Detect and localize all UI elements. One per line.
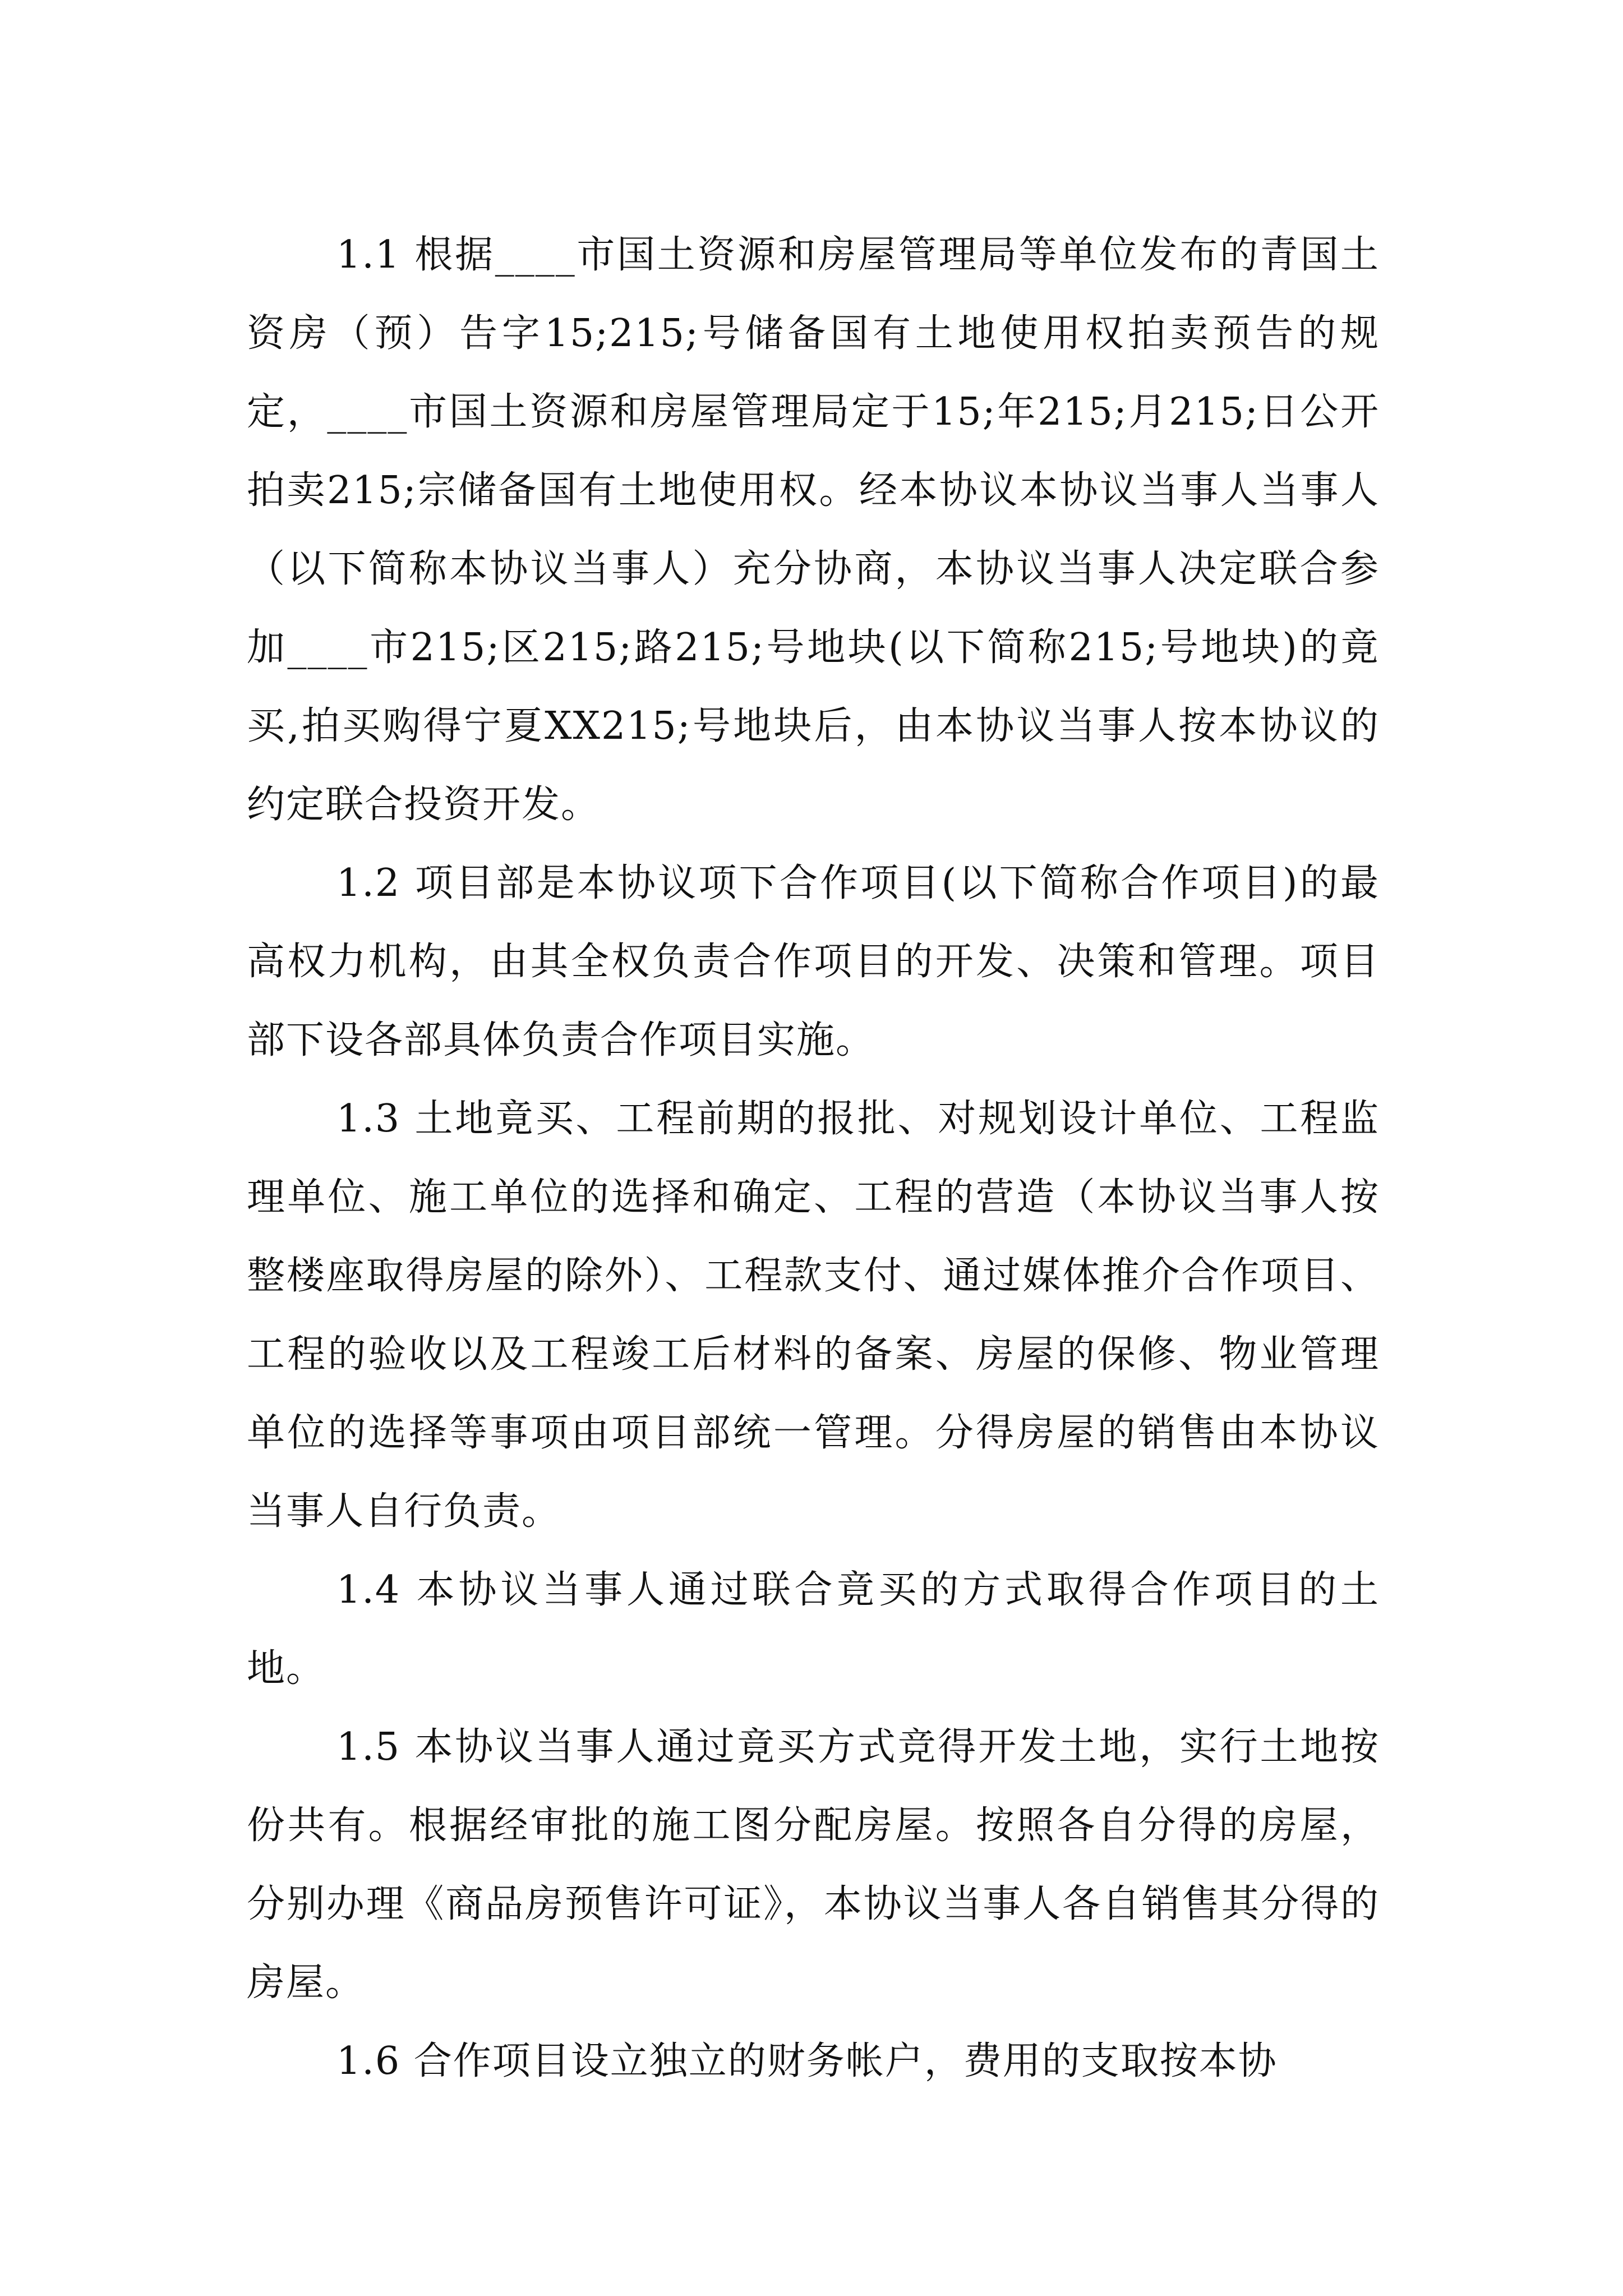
document-page bbox=[247, 216, 1380, 2101]
paragraph-1-3: 1.3 土地竟买、工程前期的报批、对规划设计单位、工程监理单位、施工单位的选择和确定、工程的营造（本协议当事人按整楼座取得房屋的除外）、工程款支付、通过媒体推介合作项目、工程的验收以及工程竣工后材料的备案、房屋的保修、物业管理单位的选择等事项由项目部统一管理。分得房屋的销售由本协议当事人自行负责。 bbox=[247, 1097, 1380, 1534]
paragraph-1-1: 1.1 根据____市国土资源和房屋管理局等单位发布的青国土资房（预）告字15;215;号储备国有土地使用权拍卖预告的规定，____市国土资源和房屋管理局定于15;年215;月215;日公开拍卖215;宗储备国有土地使用权。经本协议本协议当事人当事人（以下简称本协议当事人）充分协商，本协议当事人决定联合参加____市215;区215;路215;号地块(以下简称215;号地块)的竟买,拍买购得宁夏XX215;号地块后，由本协议当事人按本协议的约定联合投资开发。 bbox=[247, 233, 1380, 827]
paragraph-1-6: 1.6 合作项目设立独立的财务帐户，费用的支取按本协 bbox=[336, 2039, 1278, 2083]
paragraph-1-4: 1.4 本协议当事人通过联合竟买的方式取得合作项目的土地。 bbox=[247, 1568, 1380, 1691]
paragraph-1-5: 1.5 本协议当事人通过竟买方式竞得开发土地，实行土地按份共有。根据经审批的施工图分配房屋。按照各自分得的房屋，分别办理《商品房预售许可证》，本协议当事人各自销售其分得的房屋。 bbox=[247, 1725, 1380, 2005]
paragraph-1-2: 1.2 项目部是本协议项下合作项目(以下简称合作项目)的最高权力机构，由其全权负责合作项目的开发、决策和管理。项目部下设各部具体负责合作项目实施。 bbox=[247, 861, 1380, 1062]
